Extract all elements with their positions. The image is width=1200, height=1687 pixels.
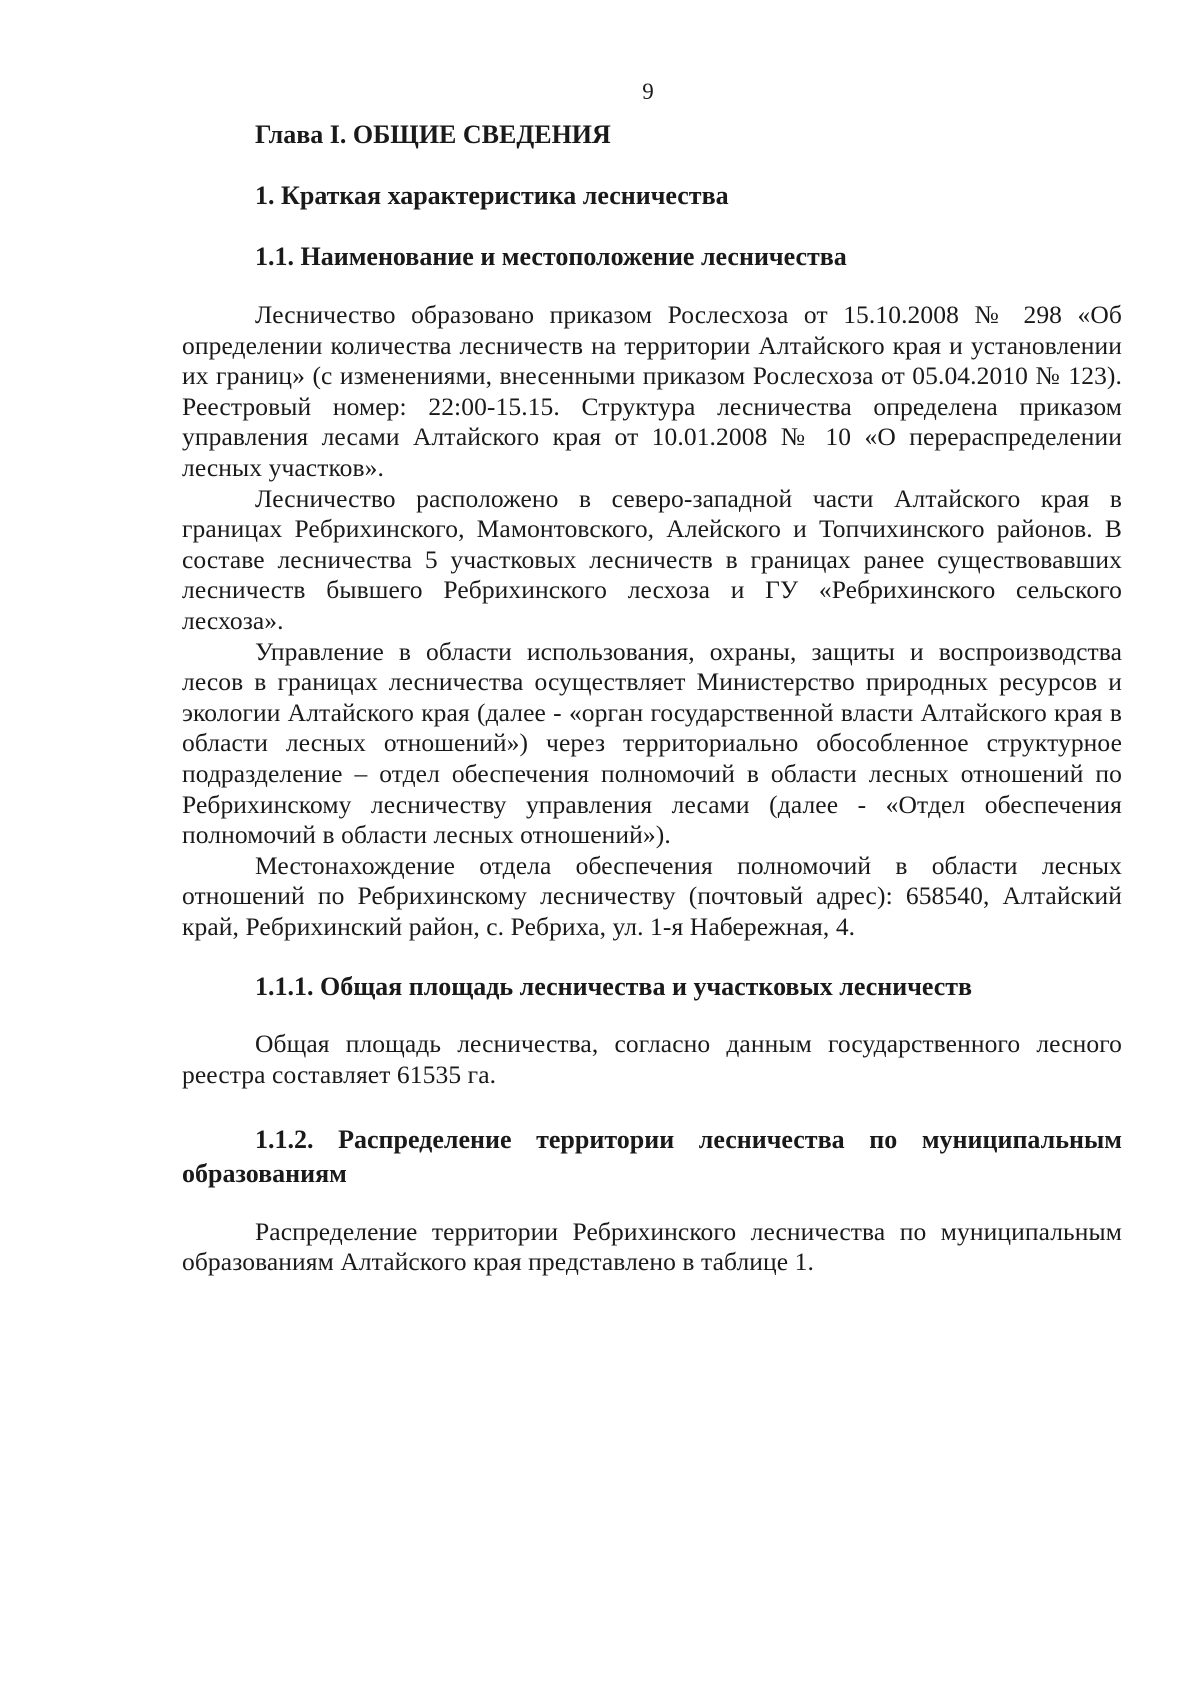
paragraph-management: Управление в области использования, охраны, защиты и воспроизводства лесов в границах лесничества осуществляет Министерство природных ресурсов и экологии Алтайского края (далее - «орган государственной власти Алтайского края в области лесных отношений») через территориально обособленное структурное подразделение – отдел обеспечения полномочий в области лесных отношений по Ребрихинскому лесничеству управления лесами (далее - «Отдел обеспечения полномочий в области лесных отношений»). xyxy=(182,636,1122,850)
chapter-title: Глава I. ОБЩИЕ СВЕДЕНИЯ xyxy=(255,120,611,149)
section-1-1-2-title: 1.1.2. Распределение территории лесничества по муниципальным образованиям xyxy=(182,1124,1122,1188)
paragraph-establishment: Лесничество образовано приказом Рослесхоза от 15.10.2008 № 298 «Об определении количества лесничеств на территории Алтайского края и установлении их границ» (с изменениями, внесенными приказом Рослесхоза от 05.04.2010 № 123). Реестровый номер: 22:00-15.15. Структура лесничества определена приказом управления лесами Алтайского края от 10.01.2008 № 10 «О перераспределении лесных участков». xyxy=(182,300,1122,482)
paragraph-total-area: Общая площадь лесничества, согласно данным государственного лесного реестра составляет 61535 га. xyxy=(182,1029,1122,1090)
section-1-title: 1. Краткая характеристика лесничества xyxy=(255,181,729,210)
paragraph-address: Местонахождение отдела обеспечения полномочий в области лесных отношений по Ребрихинскому лесничеству (почтовый адрес): 658540, Алтайский край, Ребрихинский район, с. Ребриха, ул. 1-я Набережная, 4. xyxy=(182,850,1122,941)
section-1-1-title: 1.1. Наименование и местоположение лесничества xyxy=(255,242,847,271)
paragraph-distribution: Распределение территории Ребрихинского лесничества по муниципальным образованиям Алтайского края представлено в таблице 1. xyxy=(182,1216,1122,1277)
document-body xyxy=(182,118,1122,1278)
section-1-1-1-title: 1.1.1. Общая площадь лесничества и участковых лесничеств xyxy=(255,972,973,1002)
paragraph-location: Лесничество расположено в северо-западной части Алтайского края в границах Ребрихинского, Мамонтовского, Алейского и Топчихинского районов. В составе лесничества 5 участковых лесничеств в границах ранее существовавших лесничеств бывшего Ребрихинского лесхоза и ГУ «Ребрихинского сельского лесхоза». xyxy=(182,483,1122,635)
page-number: 9 xyxy=(642,79,654,104)
